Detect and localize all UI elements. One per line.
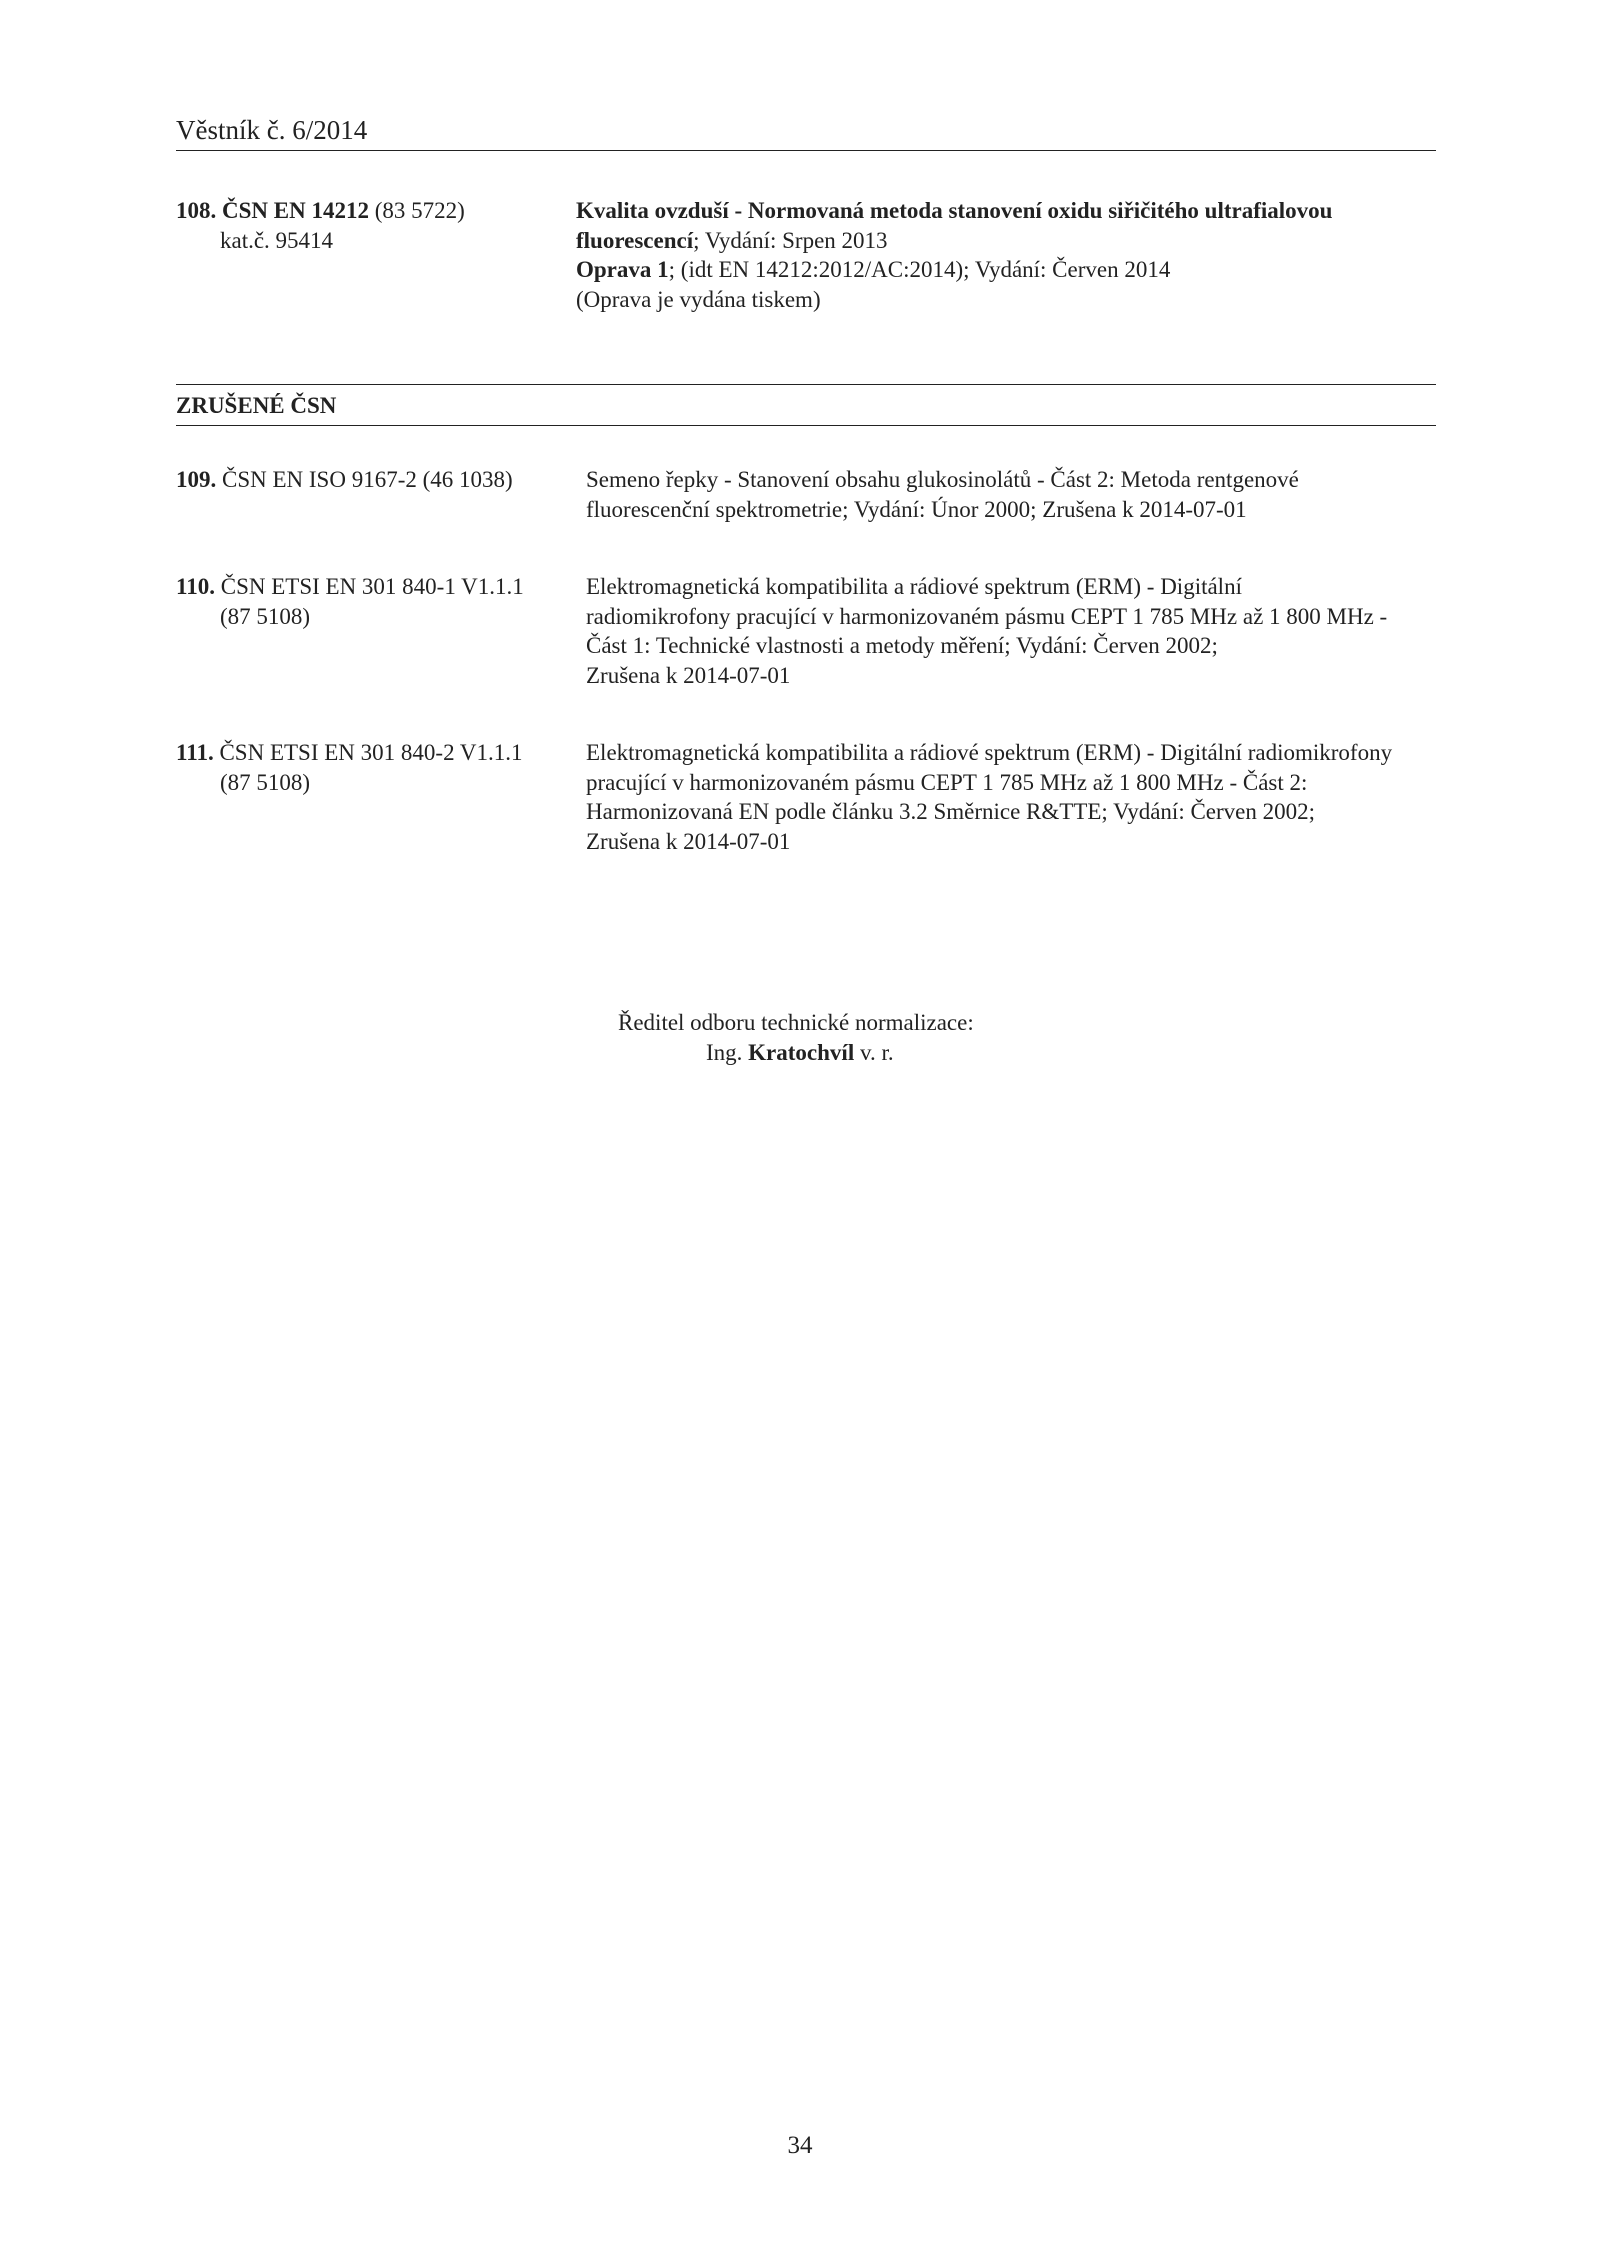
description-line: Semeno řepky - Stanovení obsahu glukosinolátů - Část 2: Metoda rentgenové [586, 467, 1299, 492]
entry-code-column [176, 196, 576, 255]
signatory-name: Kratochvíl [748, 1040, 855, 1065]
description-line: Harmonizovaná EN podle článku 3.2 Směrnice R&TTE; Vydání: Červen 2002; [586, 799, 1316, 824]
page-number: 34 [787, 2132, 813, 2159]
description-line: pracující v harmonizovaném pásmu CEPT 1 785 MHz až 1 800 MHz - Část 2: [586, 769, 1308, 795]
entry-number: 111. [176, 740, 214, 765]
cancellation-date: Zrušena k 2014-07-01 [586, 828, 791, 854]
entry-number: 110. [176, 574, 215, 599]
signatory-role: Ředitel odboru technické normalizace: [618, 1010, 974, 1035]
entry-code-column [176, 465, 576, 495]
cancelled-entry-109 [176, 465, 1436, 535]
amendment-note: (Oprava je vydána tiskem) [576, 286, 821, 312]
entry-description [586, 572, 1416, 690]
description-line: Elektromagnetická kompatibilita a rádiové spektrum (ERM) - Digitální radiomikrofony [586, 740, 1393, 765]
signatory-title: Ing. [706, 1040, 749, 1065]
cancelled-entry-111 [176, 738, 1436, 863]
catalog-number: kat.č. 95414 [220, 227, 334, 253]
signatory-name-line [706, 1038, 894, 1068]
standard-entry-108 [176, 196, 1436, 326]
standard-code: ČSN EN ISO 9167-2 (46 1038) [216, 467, 513, 492]
description-line: fluorescenční spektrometrie; Vydání: Únor 2000; Zrušena k 2014-07-01 [586, 496, 1247, 522]
amendment-label: Oprava 1 [576, 257, 669, 282]
entry-description [576, 196, 1406, 314]
title-line: Kvalita ovzduší - Normovaná metoda stanovení oxidu siřičitého ultrafialovou [576, 198, 1333, 223]
cancelled-entry-110 [176, 572, 1436, 697]
classification-code: (87 5108) [220, 769, 311, 795]
entry-description [586, 465, 1416, 524]
page-header [176, 112, 1436, 151]
standard-code: ČSN ETSI EN 301 840-2 V1.1.1 [213, 740, 523, 765]
standard-code: ČSN ETSI EN 301 840-1 V1.1.1 [214, 574, 524, 599]
standard-code: ČSN EN 14212 [222, 198, 369, 223]
entry-number: 109. [176, 467, 217, 492]
entry-code-column [176, 738, 576, 797]
description-line: Elektromagnetická kompatibilita a rádiové spektrum (ERM) - Digitální [586, 574, 1242, 599]
entry-number: 108. [176, 198, 217, 223]
cancellation-date: Zrušena k 2014-07-01 [586, 662, 791, 688]
classification-code: (87 5108) [220, 603, 311, 629]
journal-title: Věstník č. 6/2014 [176, 115, 368, 145]
entry-description [586, 738, 1416, 856]
signatory-suffix: v. r. [854, 1040, 894, 1065]
description-line: radiomikrofony pracující v harmonizovaném pásmu CEPT 1 785 MHz až 1 800 MHz - [586, 603, 1388, 629]
title-line: fluorescencí [576, 227, 694, 253]
description-line: Část 1: Technické vlastnosti a metody měření; Vydání: Červen 2002; [586, 633, 1218, 658]
issue-date: ; Vydání: Srpen 2013 [693, 227, 888, 253]
classification-code: (83 5722) [368, 198, 465, 223]
amendment-details: ; (idt EN 14212:2012/AC:2014); Vydání: Červen 2014 [668, 257, 1171, 282]
section-title-cancelled: ZRUŠENÉ ČSN [176, 384, 1436, 426]
entry-code-column [176, 572, 576, 631]
